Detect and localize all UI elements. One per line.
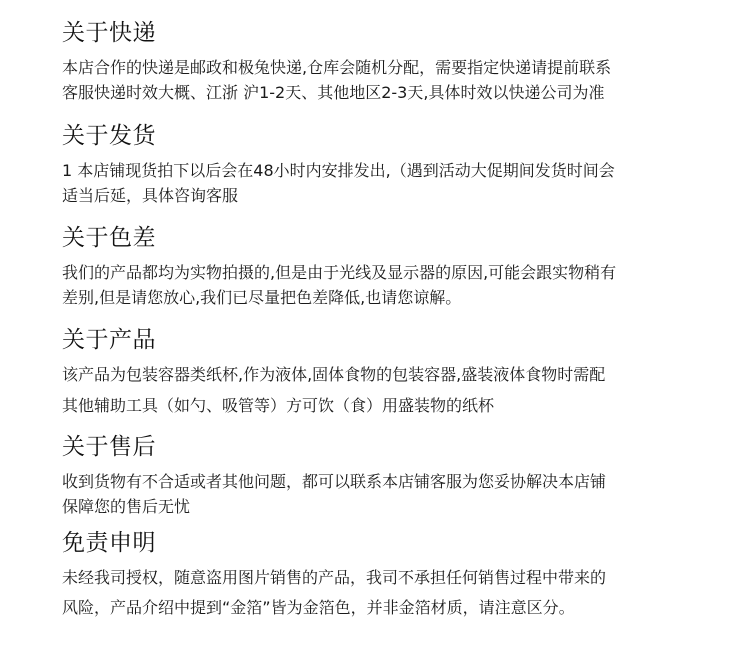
section-express <box>62 18 722 105</box>
section-heading-color-difference: 关于色差 <box>62 225 156 251</box>
section-heading-disclaimer: 免责申明 <box>62 530 156 556</box>
section-color-difference <box>62 223 722 310</box>
section-body-after-sales <box>62 469 722 519</box>
body-line: 其他辅助工具（如勺、吸管等）方可饮（食）用盛装物的纸杯 <box>62 396 495 415</box>
body-line: 风险，产品介绍中提到“金箔”皆为金箔色，并非金箔材质，请注意区分。 <box>62 598 575 617</box>
section-heading-product: 关于产品 <box>62 327 156 353</box>
body-line: 适当后延，具体咨询客服 <box>62 186 239 205</box>
section-body-express <box>62 55 722 105</box>
body-line: 差别,但是请您放心,我们已尽量把色差降低,也请您谅解。 <box>62 288 462 307</box>
section-body-shipping <box>62 158 722 208</box>
body-line: 该产品为包装容器类纸杯,作为液体,固体食物的包装容器,盛装液体食物时需配 <box>62 365 606 384</box>
body-line: 本店合作的快递是邮政和极兔快递,仓库会随机分配，需要指定快递请提前联系 <box>62 58 612 77</box>
section-body-product <box>62 362 722 418</box>
section-disclaimer <box>62 528 722 620</box>
body-line: 未经我司授权，随意盗用图片销售的产品，我司不承担任何销售过程中带来的 <box>62 568 607 587</box>
section-after-sales <box>62 432 722 519</box>
section-heading-after-sales: 关于售后 <box>62 434 156 460</box>
section-product <box>62 325 722 418</box>
section-body-color-difference <box>62 260 722 310</box>
body-line: 客服快递时效大概、江浙 沪1-2天、其他地区2-3天,具体时效以快递公司为准 <box>62 83 605 102</box>
body-line: 保障您的售后无忧 <box>62 497 191 516</box>
body-line: 收到货物有不合适或者其他问题，都可以联系本店铺客服为您妥协解决本店铺 <box>62 472 607 491</box>
section-shipping <box>62 121 722 208</box>
body-line: 我们的产品都均为实物拍摄的,但是由于光线及显示器的原因,可能会跟实物稍有 <box>62 263 617 282</box>
section-heading-shipping: 关于发货 <box>62 123 156 149</box>
section-body-disclaimer <box>62 565 722 620</box>
section-heading-express: 关于快递 <box>62 20 156 46</box>
body-line: 1 本店铺现货拍下以后会在48小时内安排发出,（遇到活动大促期间发货时间会 <box>62 161 615 180</box>
